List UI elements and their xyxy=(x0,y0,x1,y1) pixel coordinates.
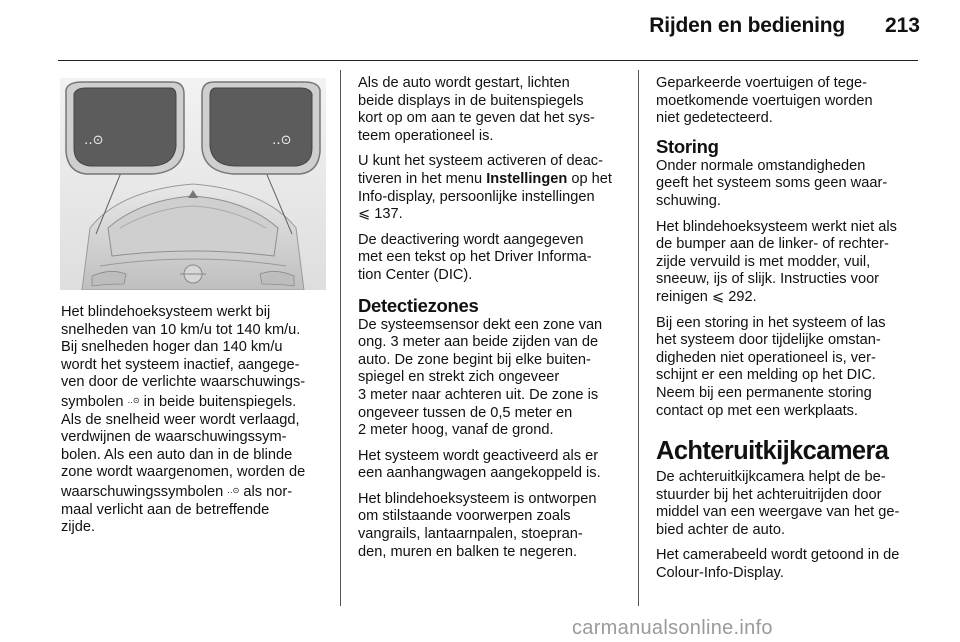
text-segment: als nor- maal verlicht aan de betreffende zijde. xyxy=(61,483,293,536)
paragraph-startup: Als de auto wordt gestart, lichten beide displays in de buitenspiegels kort op om aan te geven dat het sys- teem operationeel is. xyxy=(358,75,595,144)
watermark: carmanualsonline.info xyxy=(572,617,773,639)
column-left xyxy=(61,304,329,545)
paragraph-activation xyxy=(358,153,624,223)
column-divider xyxy=(638,70,639,606)
text-segment: U kunt het systeem activeren of deac- tiveren in het menu xyxy=(358,153,603,187)
column-middle xyxy=(358,75,624,569)
left-mirror-icon xyxy=(66,82,184,174)
text-segment: op het Info-display, persoonlijke instellingen ⩽ 137. xyxy=(358,170,612,223)
left-mirror-warning-symbol: ‥⊙ xyxy=(84,133,104,148)
paragraph-parked-vehicles: Geparkeerde voertuigen of tege- moetkomende voertuigen worden niet gedetecteerd. xyxy=(656,75,873,127)
paragraph-deactivation: De deactivering wordt aangegeven met een tekst op het Driver Informa- tion Center (DIC). xyxy=(358,231,592,283)
paragraph-zone: De systeemsensor dekt een zone van ong. 3 meter aan beide zijden van de auto. De zone begint bij elke buiten- spiegel en strekt zich ongeveer 3 meter naar achteren uit. De zone is ongeveer tussen de 0,5 meter en 2 meter hoog, vanaf de grond. xyxy=(358,316,603,439)
header-rule xyxy=(58,60,918,61)
column-divider xyxy=(340,70,341,606)
paragraph-speed-range xyxy=(61,304,329,537)
heading-achteruitkijkcamera: Achteruitkijkcamera xyxy=(656,437,889,466)
blind-spot-warning-icon: ‥⊙ xyxy=(227,485,240,495)
text-segment: Het blindehoeksysteem werkt bij snelheden van 10 km/u tot 140 km/u. Bij snelheden hoger dan 140 km/u wordt het systeem inactief, aangege- ven door de verlichte waarschuwings- symbolen xyxy=(61,304,306,410)
right-mirror-icon xyxy=(202,82,320,174)
paragraph-camera-display: Het camerabeeld wordt getoond in de Colour-Info-Display. xyxy=(656,547,900,582)
text-segment: in beide buitenspiegels. Als de snelheid weer wordt verlaagd, verdwijnen de waarschuwingssym- bolen. Als een auto dan in de blinde zone wordt waargenomen, worden de waarschuwingssymbolen xyxy=(61,393,306,500)
running-header-title: Rijden en bediening xyxy=(649,14,845,37)
blind-spot-mirror-illustration xyxy=(60,78,326,290)
blind-spot-warning-icon: ‥⊙ xyxy=(127,395,140,405)
right-mirror-warning-symbol: ‥⊙ xyxy=(272,133,292,148)
column-right xyxy=(656,75,924,591)
paragraph-no-warning: Onder normale omstandigheden geeft het systeem soms geen waar- schuwing. xyxy=(656,157,888,209)
paragraph-ignore-objects: Het blindehoeksysteem is ontworpen om stilstaande voorwerpen zoals vangrails, lantaarnpalen, stoepran- den, muren en balken te negeren. xyxy=(358,490,597,560)
paragraph-camera-intro: De achteruitkijkcamera helpt de be- stuurder bij het achteruitrijden door middel van een weergave van het ge- bied achter de auto. xyxy=(656,469,900,538)
heading-detectiezones: Detectiezones xyxy=(358,294,479,316)
menu-name-instellingen: Instellingen xyxy=(486,170,568,187)
paragraph-fault: Bij een storing in het systeem of las het systeem door tijdelijke omstan- digheden niet operationeel is, ver- schijnt er een melding op het DIC. Neem bij een permanente storing contact op met een werkplaats. xyxy=(656,314,886,419)
paragraph-trailer: Het systeem wordt geactiveerd als er een aanhangwagen aangekoppeld is. xyxy=(358,447,601,482)
heading-storing: Storing xyxy=(656,135,719,157)
page-number: 213 xyxy=(884,14,920,37)
paragraph-dirty-bumper: Het blindehoeksysteem werkt niet als de bumper aan de linker- of rechter- zijde vervuild is met modder, vuil, sneeuw, ijs of slijk. Instructies voor reinigen ⩽ 292. xyxy=(656,218,897,305)
